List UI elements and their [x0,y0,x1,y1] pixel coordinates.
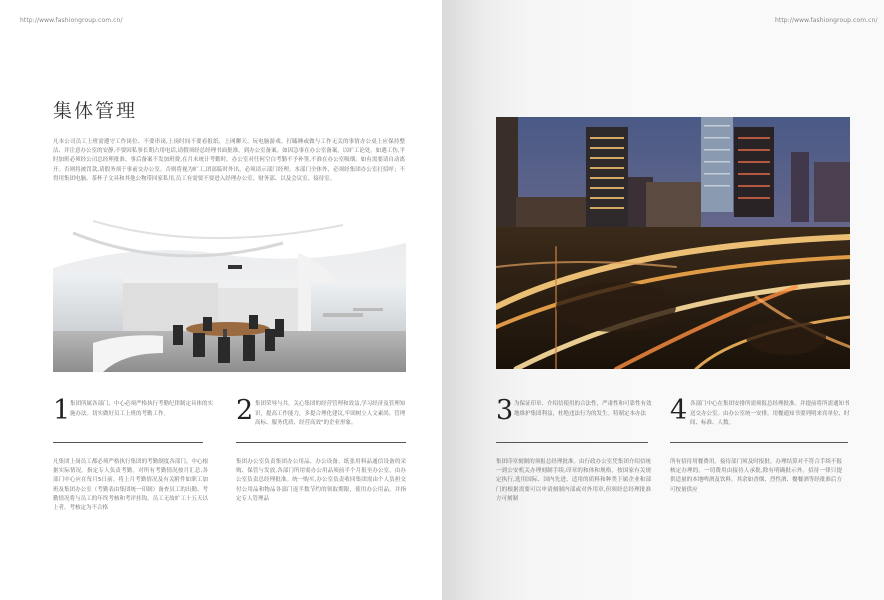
intro-paragraph: 凡本公司员工上班需遵守工作岗位、不要串岗,上岗时间不要看报纸、上网聊天、玩电脑游戏、打瞌睡或做与工作无关的事情办公桌上应保持整洁、并注意办公室的安静,不要因私事长期占用电话,请假须经总经理书面批准，到办公室备案。如因急事在办公室备案。以旷工论处。如遇工伤,平时加班必须经公司总经理批准。事后备案不发加班费,在月末统计考勤时。办公室对任何空白考勤不予补签,不准在办公室吸烟。如有需要请自动离开。否则将被罚款,请假务须于事前交办公室。否则将视为旷工,团部临时外出。必须请示部门经理。本部门全体外，必须经集团办公室打招呼；不得用集团电脑、茶杯子文具和其他公物带回家私用,员工有需要不要进入经理办公室、财务部、以及会议室、接待室。 [53,139,405,182]
feature-item-2 [236,396,408,440]
header-url[interactable]: http://www.fashiongroup.com.cn/ [775,17,878,24]
feature-item-1 [53,396,218,440]
feature-text: 为保证印章、介绍信使用的合法性，严肃性和可靠性有效地维护集团利益，杜绝违法行为的发生。特制定本办法 [514,401,652,417]
header-url[interactable]: http://www.fashiongroup.com.cn/ [20,17,123,24]
divider-rule [236,442,406,443]
feature-item-4 [670,396,852,440]
page-title: 集体管理 [53,100,138,122]
feature-item-3 [496,396,656,440]
office-photo [53,213,406,372]
text-column-2: 集团办公室负责集团办公用品、办公设备、纸张用料品通信设备的采购、保管与发放,各部门所用需办公用品须前半个月报至办公室，由办公室负责总经理批准。统一购买,办公室负责收回集团需由个人负担交付公用品和物品各部门返半数节约的领取期限，使用办公用品。并指定专人管理品 [236,459,406,502]
text-column-1: 凡集团上岗员工都必须严格执行集团的考勤制度各部门、中心根据实际情况。指定专人负责考勤。对所有考勤情况按月汇总,各部门中心应在每月5日前。将上月考勤情况及有关附件如职工加班及集团办公室（考勤表由集团统一印制）备查员工的出勤、考勤情况将与员工的年终考核和考评挂钩，员工无故旷工十五天以上者。考核定为不合格 [53,459,208,512]
divider-rule [670,442,848,443]
feature-text: 各部门中心在集团安排所需须报总经理批准。并提前将所需通知书送交办公室。由办公室统一安排。用餐通知书要列明来宾单位、时间、标准、人数。 [690,401,850,426]
feature-number: 4 [670,395,688,426]
feature-text: 集团所属各部门、中心必须严格执行考勤纪律制定具体的实施办法。切实做好员工上班的考勤工作。 [70,401,214,417]
feature-text: 集团荣辱与共。关心集团的经营管理和效益,学习经济及管理知识，提高工作能力，多提合理化建议,牢固树立人文素尚、管理高标、服务优质、经营高效"的企业形象。 [255,401,406,426]
text-column-3: 集团印章刻制的须报总经理批准。由行政办公室凭集团介绍信统一到公安机关办理刻制手续,印章的和体和规格。按国家有关规定执行,选用国际、国内先进、适用的质料和种类下属企业和部门的根据需要可以申请刻制内部或对外用章,但须经总经理批准方可刻制 [496,459,651,502]
feature-number: 2 [236,395,254,426]
feature-number: 3 [496,395,514,426]
divider-rule [496,442,648,443]
text-column-4: 所有招待用餐费用。接待部门须及时报批。办理结算对不符合手续不报核定办理的。一切费用由接待人承批,除有明确批示外。招待一律只提供适量的本地啤酒及饮料。其余如香烟、烈性酒、餐餐酒等经批准后方可按量供应 [670,459,842,493]
right-page [442,0,884,600]
city-night-photo [496,117,850,369]
feature-number: 1 [53,395,71,426]
divider-rule [53,442,203,443]
